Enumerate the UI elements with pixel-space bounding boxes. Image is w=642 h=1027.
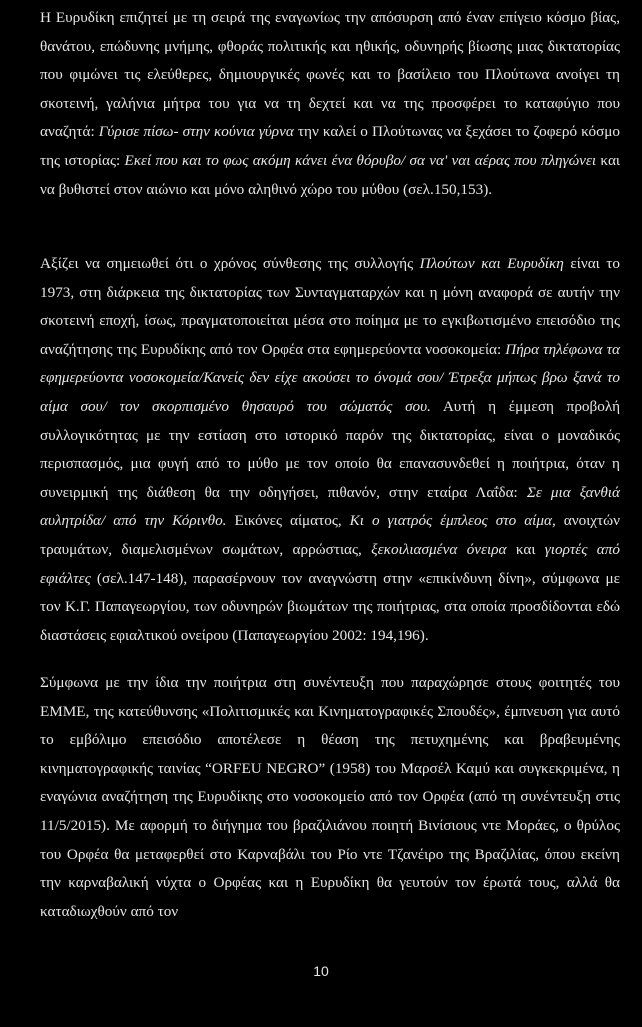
p2-text-2: είναι το 1973, στη διάρκεια της δικτατορίας των Συνταγματαρχών και η μόνη αναφορά σε αυτήν την σκοτεινή εποχή, ίσως, πραγματοποιείται μέσα στο ποίημα με το εγκιβωτισμένο επεισόδιο της αναζήτησης της Ευρυδίκης από τον Ορφέα στα εφημερεύοντα νοσοκομεία: xyxy=(40,255,620,358)
p2-text-3: Αυτή η έμμεση προβολή συλλογικότητας με την εστίαση στο ιστορικό παρόν της δικτατορίας, είναι ο μοναδικός περισπασμός, μια φυγή από το μύθο με τον οποίο θα επανασυνδεθεί η ποιήτρια, όταν η συνειρμική της διάθεση θα την οδηγήσει, πιθανόν, στην εταίρα Λαΐδα: xyxy=(40,397,621,501)
p3-text-1: Σύμφωνα με την ίδια την ποιήτρια στη συνέντευξη που παραχώρησε στους φοιτητές του ΕΜΜΕ, της κατεύθυνσης «Πολιτισμικές και Κινηματογραφικές Σπουδές», έμπνευση για αυτό το εμβόλιμο επεισόδιο αποτέλεσε η θέαση της πετυχημένης και βραβευμένης κινηματογραφικής ταινίας “ORFEU NEGRO” (1958) του Μαρσέλ Καμύ και συγκεκριμένα, η εναγώνια αναζήτηση της Ευρυδίκης στο νοσοκομείο από τον Ορφέα (από τη συνέντευξη στις 11/5/2015). Με αφορμή το διήγημα του βραζιλιάνου ποιητή Βινίσιους ντε Μοράες, ο θρύλος του Ορφέα θα μεταφερθεί στο Καρναβάλι του Ρίο ντε Τζανέιρο της Βραζιλίας, όπου εκείνη την καρναβαλική νύχτα ο Ορφέας και η Ευρυδίκη θα γευτούν τον έρωτά τους, αλλά θα καταδιωχθούν από τον xyxy=(40,674,620,920)
p2-text-5: , ανοιχτών τραυμάτων, διαμελισμένων σωμάτων, αρρώστιας, xyxy=(40,512,620,558)
paragraph-2 xyxy=(40,250,620,650)
paragraph-3 xyxy=(40,669,620,926)
p1-quote-1: Γύρισε πίσω- στην κούνια γύρνα xyxy=(98,123,294,141)
page-number: 10 xyxy=(313,963,329,979)
p1-text-1: Η Ευρυδίκη επιζητεί με τη σειρά της εναγωνίως την απόσυρση από έναν επίγειο κόσμο βίας, θανάτου, επώδυνης μνήμης, φθοράς πολιτικής και ηθικής, οδυνηρής βίωσης μιας δικτατορίας που φιμώνει τις ελεύθερες, δημιουργικές φωνές και το βασίλειο του Πλούτωνα ανοίγει τη σκοτεινή, γαλήνια μήτρα του για να τη δεχτεί και να της προσφέρει το καταφύγιο που αναζητά: xyxy=(40,9,620,141)
p2-text-6: και xyxy=(506,540,545,558)
p1-text-3: και να βυθιστεί στον αιώνιο και μόνο αληθινό χώρο του μύθου (σελ.150,153). xyxy=(40,151,620,198)
p2-quote-5: γιορτές από εφιάλτες xyxy=(40,540,620,587)
p2-text-4: Εικόνες αίματος, xyxy=(226,512,350,530)
p2-title: Πλούτων και Ευρυδίκη xyxy=(419,255,564,272)
p1-text-2: την καλεί ο Πλούτωνας να ξεχάσει το ζοφερό κόσμο της ιστορίας: xyxy=(40,123,620,169)
p2-quote-4: ξεκοιλιασμένα όνειρα xyxy=(371,540,507,558)
p2-quote-1: Πήρα τηλέφωνα τα εφημερεύοντα νοσοκομεία/Κανείς δεν είχε ακούσει το όνομά σου/ Έτρεξα μήπως βρω ξανά το αίμα σου/ τον σκορπισμένο θησαυρό του σώματός σου. xyxy=(40,340,620,415)
p2-quote-3: Κι ο γιατρός έμπλεος στο αίμα xyxy=(349,512,552,530)
p2-text-7: (σελ.147-148), παρασέρνουν τον αναγνώστη στην «επικίνδυνη δίνη», σύμφωνα με τον Κ.Γ. Παπαγεωργίου, των οδυνηρών βιωμάτων της ποιήτριας, στα οποία προσδίδονται εδώ διαστάσεις εφιαλτικού ονείρου (Παπαγεωργίου 2002: 194,196). xyxy=(40,569,620,644)
paragraph-1 xyxy=(40,4,620,204)
p2-text-1: Αξίζει να σημειωθεί ότι ο χρόνος σύνθεσης της συλλογής xyxy=(40,255,420,272)
p2-quote-2: Σε μια ξανθιά αυλητρίδα/ από την Κόρινθο. xyxy=(40,483,620,530)
p1-quote-2: Εκεί που και το φως ακόμη κάνει ένα θόρυβο/ σα να' ναι αέρας που πληγώνει xyxy=(124,151,597,169)
